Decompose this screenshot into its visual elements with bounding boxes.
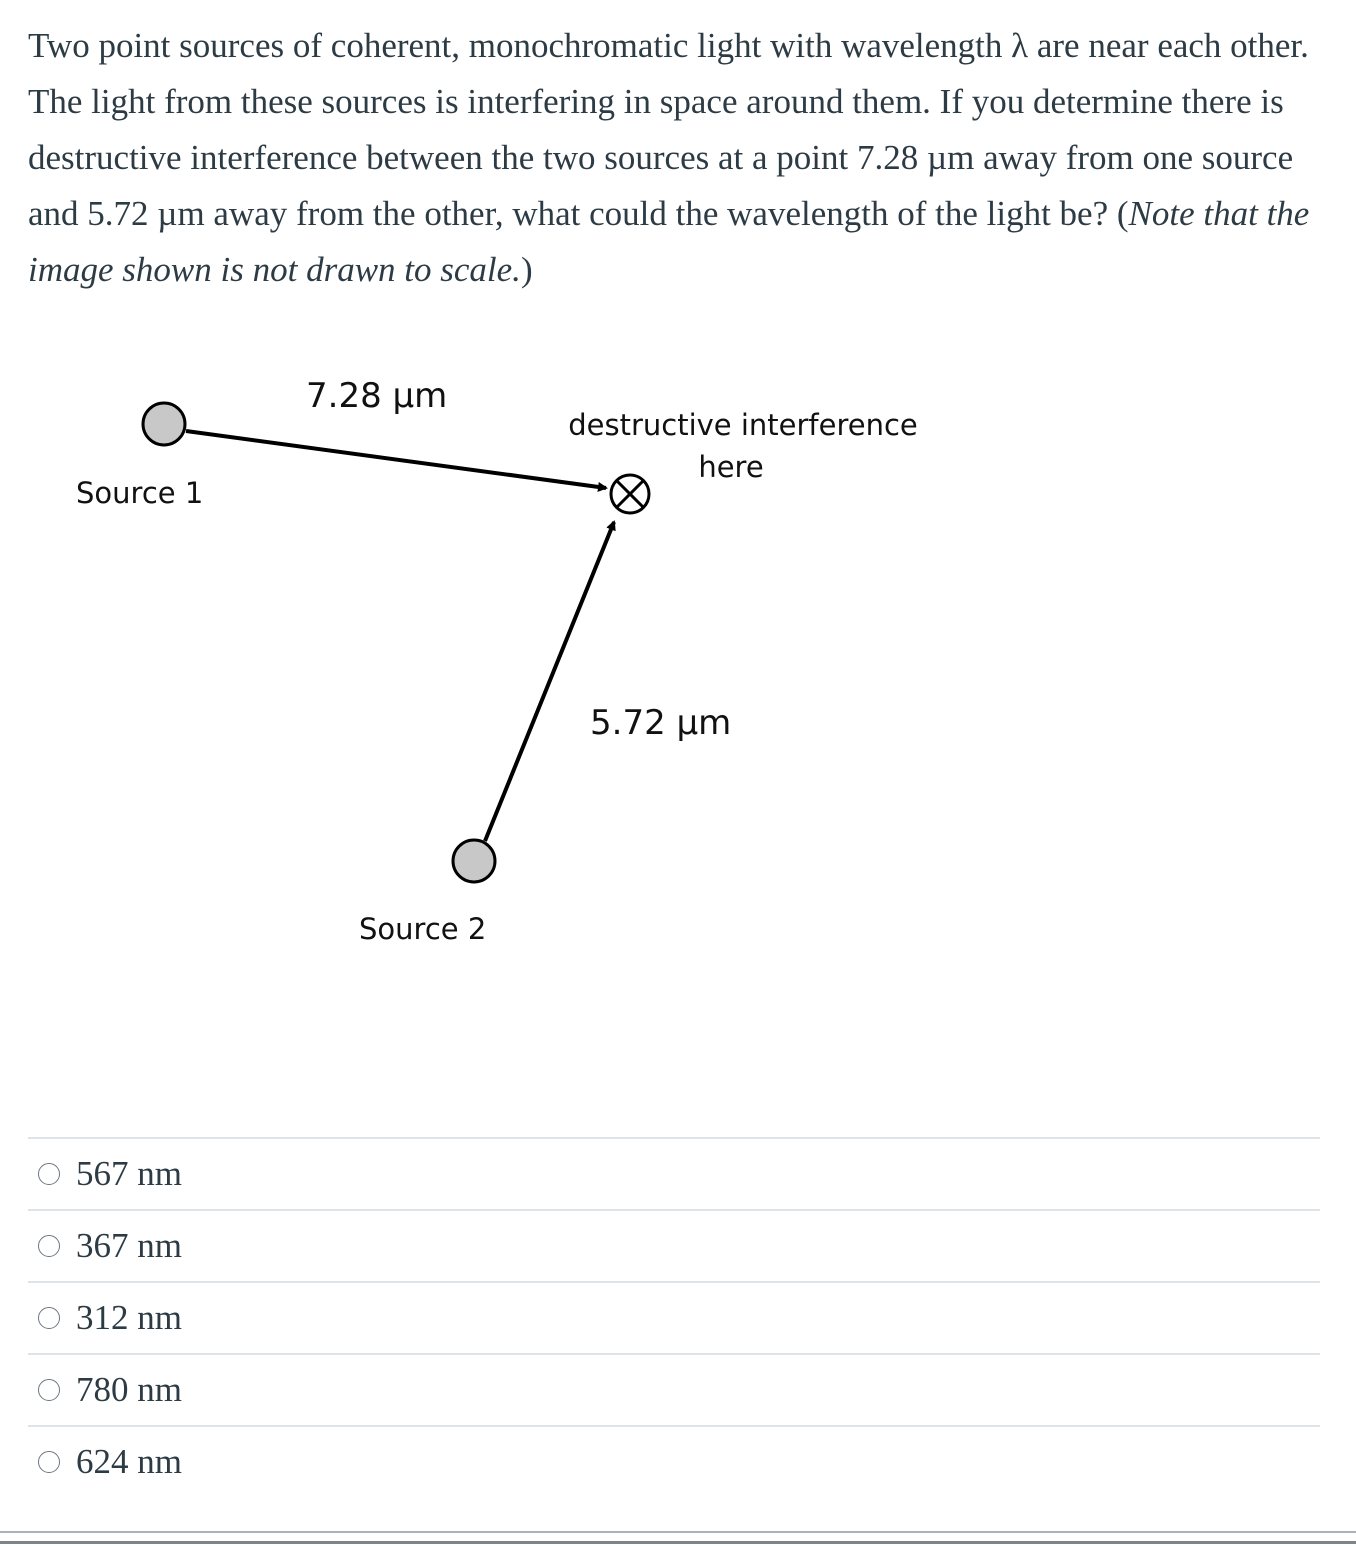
radio-button[interactable]: [38, 1451, 60, 1473]
interference-diagram: [0, 330, 1356, 1010]
path-source1-arrow: [186, 431, 606, 488]
question-body: Two point sources of coherent, monochromatic light with wavelength λ are near each other. The light from these sources is interfering in space around them. If you determine there is destructive interference between the two sources at a point 7.28 µm away from one source and 5.72 µm away from the other, what could the wavelength of the light be? (: [28, 26, 1309, 233]
source2-circle: [453, 840, 495, 882]
radio-button[interactable]: [38, 1235, 60, 1257]
answer-option[interactable]: [28, 1425, 1320, 1497]
answer-option[interactable]: [28, 1137, 1320, 1209]
source2-label: Source 2: [359, 912, 487, 946]
answer-label: 367 nm: [76, 1226, 182, 1265]
answer-label: 312 nm: [76, 1298, 182, 1337]
distance2-label: 5.72 µm: [590, 703, 732, 743]
interference-point-icon: [611, 475, 649, 513]
interference-label-line1: destructive interference: [568, 408, 918, 442]
bottom-divider-dark: [0, 1541, 1356, 1544]
question-close-paren: ): [520, 250, 533, 289]
source1-circle: [143, 403, 185, 445]
question-note: Note that the image shown is not drawn to scale.: [28, 194, 1310, 289]
radio-button[interactable]: [38, 1379, 60, 1401]
question-text: [28, 18, 1328, 298]
radio-button[interactable]: [38, 1307, 60, 1329]
source1-label: Source 1: [76, 476, 204, 510]
radio-button[interactable]: [38, 1163, 60, 1185]
answer-label: 567 nm: [76, 1154, 182, 1193]
answer-option[interactable]: [28, 1353, 1320, 1425]
bottom-divider: [0, 1531, 1356, 1533]
answer-option[interactable]: [28, 1281, 1320, 1353]
interference-label-line2: here: [698, 450, 764, 484]
answer-option[interactable]: [28, 1209, 1320, 1281]
answer-label: 780 nm: [76, 1370, 182, 1409]
answer-options: [28, 1137, 1320, 1497]
distance1-label: 7.28 µm: [306, 376, 448, 416]
path-source2-arrow: [485, 522, 614, 841]
answer-label: 624 nm: [76, 1442, 182, 1481]
